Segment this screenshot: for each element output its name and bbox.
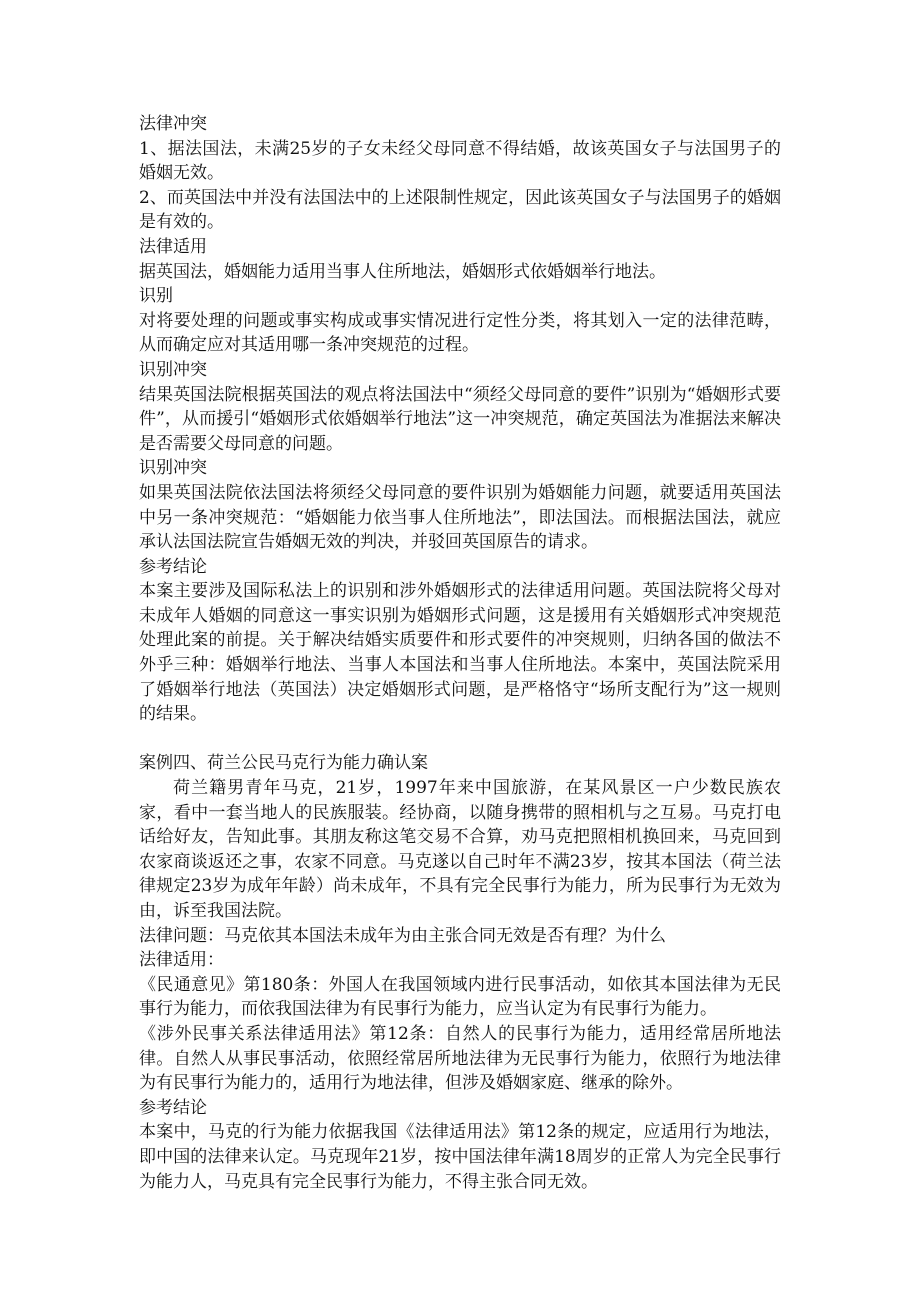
conflict-point-1: 1、据法国法，未满25岁的子女未经父母同意不得结婚，故该英国女子与法国男子的婚姻无效。: [139, 138, 781, 184]
identification-paragraph: 对将要处理的问题或事实构成或事实情况进行定性分类，将其划入一定的法律范畴，从而确定应对其适用哪一条冲突规范的过程。: [139, 310, 781, 356]
heading-legal-application: 法律适用: [139, 236, 207, 257]
law-article-civil-opinion: 《民通意见》第180条：外国人在我国领域内进行民事活动，如依其本国法律为无民事行为能力，而依我国法律为有民事行为能力，应当认定为有民事行为能力。: [139, 974, 781, 1020]
heading-legal-conflict: 法律冲突: [139, 114, 207, 134]
heading-identification-conflict-1: 识别冲突: [139, 359, 207, 380]
application-paragraph: 据英国法，婚姻能力适用当事人住所地法，婚姻形式依婚姻举行地法。: [139, 261, 666, 282]
case-four-facts: 荷兰籍男青年马克，21岁，1997年来中国旅游，在某风景区一户少数民族农家，看中一套当地人的民族服装。经协商，以随身携带的照相机与之互易。马克打电话给好友，告知此事。其朋友称这笔交易不合算，劝马克把照相机换回来，马克回到农家商谈返还之事，农家不同意。马克遂以自己时年不满23岁，按其本国法（荷兰法律规定23岁为成年年龄）尚未成年，不具有完全民事行为能力，所为民事行为无效为由，诉至我国法院。: [139, 778, 781, 921]
heading-reference-conclusion-1: 参考结论: [139, 556, 207, 577]
section-spacer: [139, 727, 781, 752]
case-four-title: 案例四、荷兰公民马克行为能力确认案: [139, 753, 428, 774]
conclusion-paragraph-2: 本案中，马克的行为能力依据我国《法律适用法》第12条的规定，应适用行为地法，即中国的法律来认定。马克现年21岁，按中国法律年满18周岁的正常人为完全民事行为能力人，马克具有完全民事行为能力，不得主张合同无效。: [139, 1122, 781, 1192]
conclusion-paragraph-1: 本案主要涉及国际私法上的识别和涉外婚姻形式的法律适用问题。英国法院将父母对未成年人婚姻的同意这一事实识别为婚姻形式问题，这是援用有关婚姻形式冲突规范处理此案的前提。关于解决结婚实质要件和形式要件的冲突规则，归纳各国的做法不外乎三种：婚姻举行地法、当事人本国法和当事人住所地法。本案中，英国法院采用了婚姻举行地法（英国法）决定婚姻形式问题，是严格恪守“场所支配行为”这一规则的结果。: [139, 581, 781, 725]
heading-identification: 识别: [139, 286, 173, 307]
conflict-point-2: 2、而英国法中并没有法国法中的上述限制性规定，因此该英国女子与法国男子的婚姻是有效的。: [139, 187, 781, 233]
law-article-foreign-civil-relations: 《涉外民事关系法律适用法》第12条：自然人的民事行为能力，适用经常居所地法律。自然人从事民事活动，依照经常居所地法律为无民事行为能力，依照行为地法律为有民事行为能力的，适用行为地法律，但涉及婚姻家庭、继承的除外。: [139, 1023, 781, 1094]
heading-reference-conclusion-2: 参考结论: [139, 1097, 207, 1118]
identification-conflict-paragraph-1: 结果英国法院根据英国法的观点将法国法中“须经父母同意的要件”识别为“婚姻形式要件”，从而援引“婚姻形式依婚姻举行地法”这一冲突规范，确定英国法为准据法来解决是否需要父母同意的问题。: [139, 384, 781, 454]
heading-legal-application-2: 法律适用：: [139, 950, 224, 971]
document-page: [139, 112, 781, 1194]
legal-question: 法律问题：马克依其本国法未成年为由主张合同无效是否有理？为什么: [139, 925, 666, 946]
heading-identification-conflict-2: 识别冲突: [139, 458, 207, 479]
identification-conflict-paragraph-2: 如果英国法院依法国法将须经父母同意的要件识别为婚姻能力问题，就要适用英国法中另一条冲突规范：“婚姻能力依当事人住所地法”，即法国法。而根据法国法，就应承认法国法院宣告婚姻无效的判决，并驳回英国原告的请求。: [139, 482, 781, 553]
